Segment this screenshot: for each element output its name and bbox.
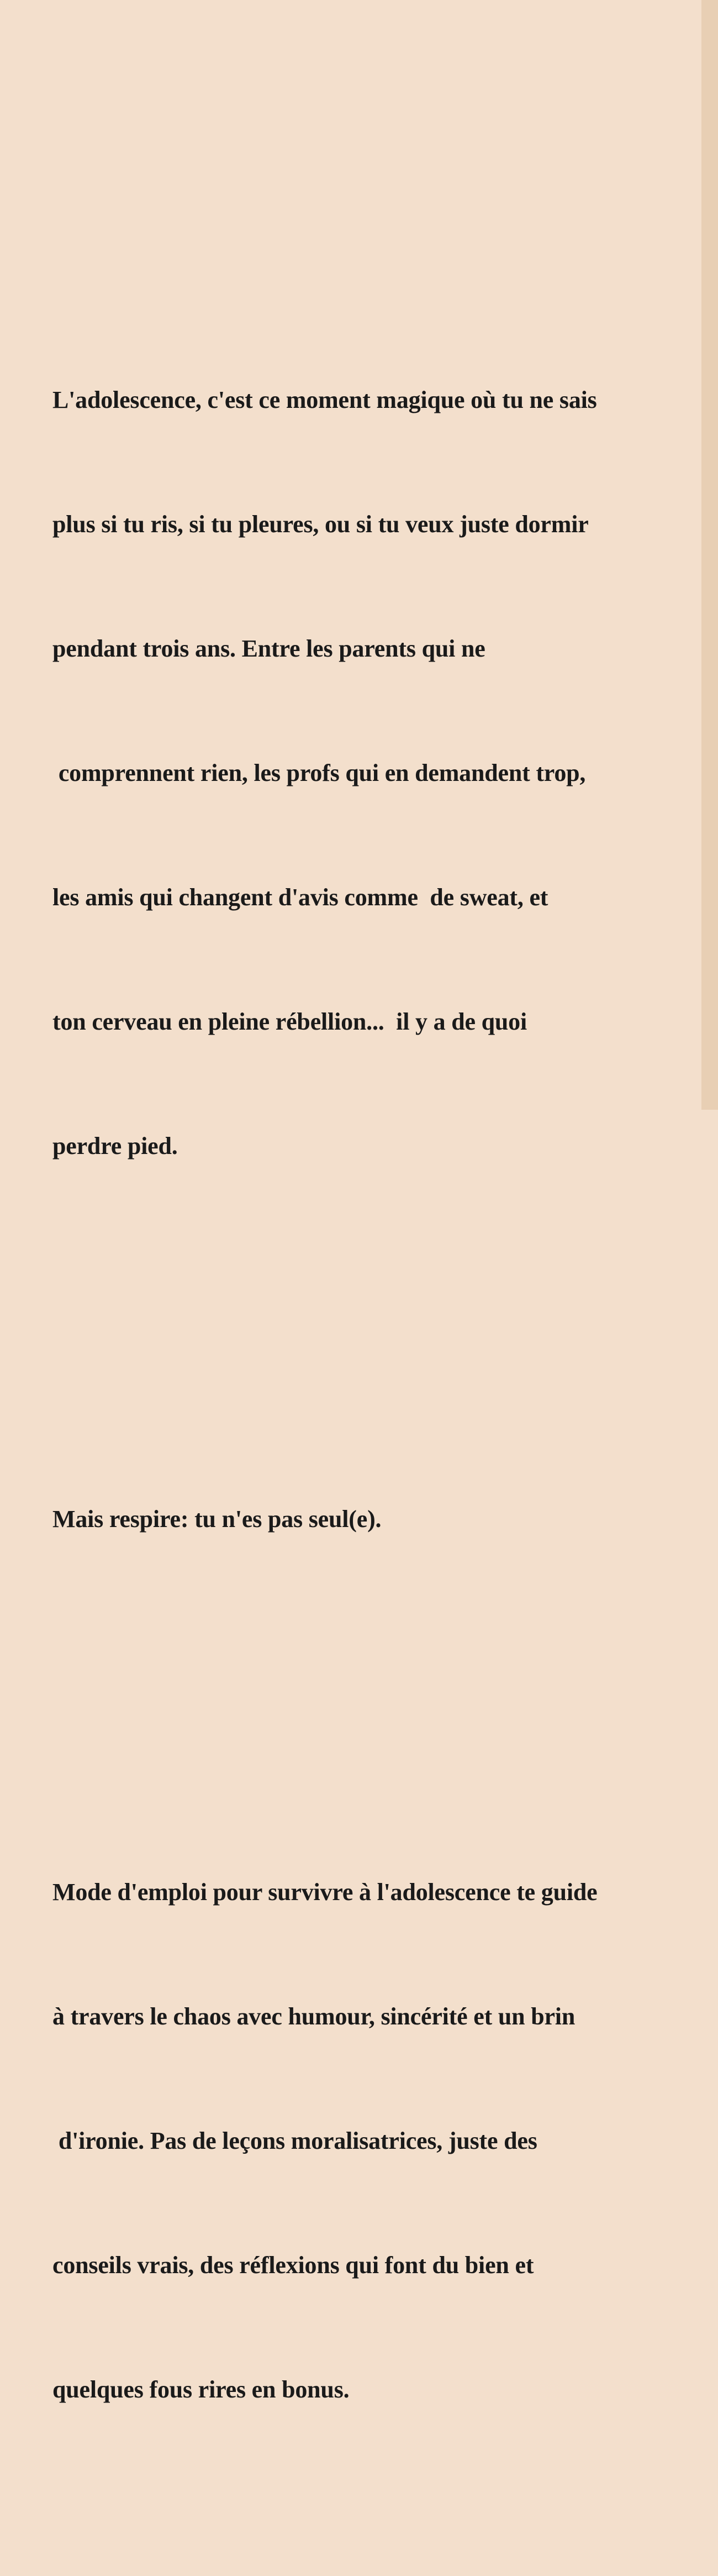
text-line: perdre pied. [52,1132,178,1160]
intro-paragraph [52,296,682,1250]
text-line: quelques fous rires en bonus. [52,2376,350,2403]
text-line: comprennent rien, les profs qui en demandent trop, [52,759,586,786]
text-line: Mais respire: tu n'es pas seul(e). [52,1505,382,1533]
text-line: les amis qui changent d'avis comme de sweat, et [52,884,548,911]
book-description [52,172,682,2576]
text-line: d'ironie. Pas de leçons moralisatrices, juste des [52,2127,537,2154]
text-line: conseils vrais, des réflexions qui font du bien et [52,2252,534,2279]
text-line: plus si tu ris, si tu pleures, ou si tu veux juste dormir [52,511,589,538]
reassurance-paragraph [52,1415,682,1623]
text-line: à travers le chaos avec humour, sincérité et un brin [52,2003,576,2030]
text-line: L'adolescence, c'est ce moment magique où tu ne sais [52,386,597,413]
text-line: ton cerveau en pleine rébellion... il y a de quoi [52,1008,527,1035]
pitch-paragraph [52,1788,682,2493]
text-line: Mode d'emploi pour survivre à l'adolescence te guide [52,1879,598,1906]
page-edge-shading [701,0,718,1110]
text-line: pendant trois ans. Entre les parents qui ne [52,635,485,662]
